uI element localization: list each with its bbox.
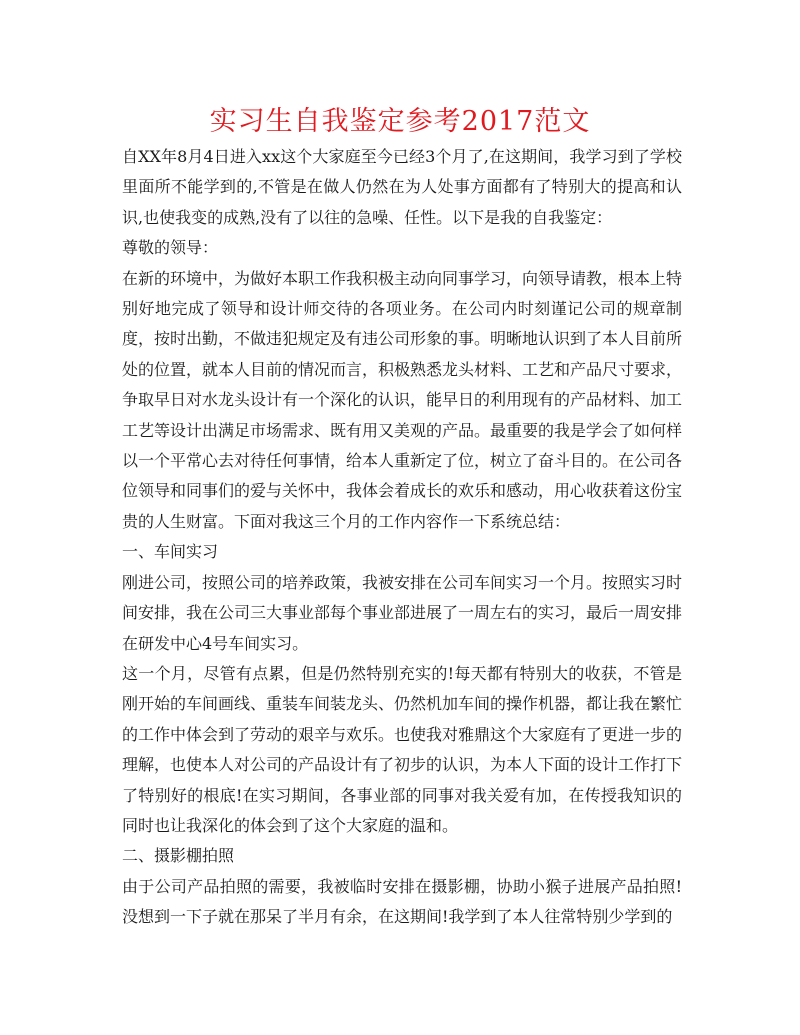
paragraph-salutation: 尊敬的领导： [122, 238, 219, 258]
section-heading-workshop: 一、车间实习 [122, 542, 219, 562]
paragraph-intro: 自XX年8月4日进入xx这个大家庭至今已经3个月了,在这期间，我学习到了学校里面所不能学到的,不管是在做人仍然在为人处事方面都有了特别大的提高和认识,也使我变的成熟,没有了以往的急噪、任性。以下是我的自我鉴定： [122, 147, 682, 227]
paragraph-work-summary: 在新的环境中，为做好本职工作我积极主动向同事学习，向领导请教，根本上特别好地完成了领导和设计师交待的各项业务。在公司内时刻谨记公司的规章制度，按时出勤，不做违犯规定及有违公司形象的事。明晰地认识到了本人目前所处的位置，就本人目前的情况而言，积极熟悉龙头材料、工艺和产品尺寸要求，争取早日对水龙头设计有一个深化的认识，能早日的利用现有的产品材料、加工工艺等设计出满足市场需求、既有用又美观的产品。最重要的我是学会了如何样以一个平常心去对待任何事情，给本人重新定了位，树立了奋斗目的。在公司各位领导和同事们的爱与关怀中，我体会着成长的欢乐和感动，用心收获着这份宝贵的人生财富。下面对我这三个月的工作内容作一下系统总结： [122, 268, 683, 531]
document-body [122, 142, 682, 933]
paragraph-photo-studio: 由于公司产品拍照的需要，我被临时安排在摄影棚，协助小猴子进展产品拍照!没想到一下子就在那呆了半月有余，在这期间!我学到了本人往常特别少学到的 [122, 876, 682, 927]
section-heading-photo-studio: 二、摄影棚拍照 [122, 846, 235, 866]
paragraph-workshop-experience: 这一个月，尽管有点累，但是仍然特别充实的!每天都有特别大的收获，不管是刚开始的车间画线、重装车间装龙头、仍然机加车间的操作机器，都让我在繁忙的工作中体会到了劳动的艰辛与欢乐。也使我对雅鼎这个大家庭有了更进一步的理解，也使本人对公司的产品设计有了初步的认识，为本人下面的设计工作打下了特别好的根底!在实习期间，各事业部的同事对我关爱有加，在传授我知识的同时也让我深化的体会到了这个大家庭的温和。 [122, 663, 683, 835]
document-title: 实习生自我鉴定参考2017范文 [209, 106, 591, 137]
paragraph-workshop-arrangement: 刚进公司，按照公司的培养政策，我被安排在公司车间实习一个月。按照实习时间安排，我在公司三大事业部每个事业部进展了一周左右的实习，最后一周安排在研发中心4号车间实习。 [122, 572, 683, 653]
